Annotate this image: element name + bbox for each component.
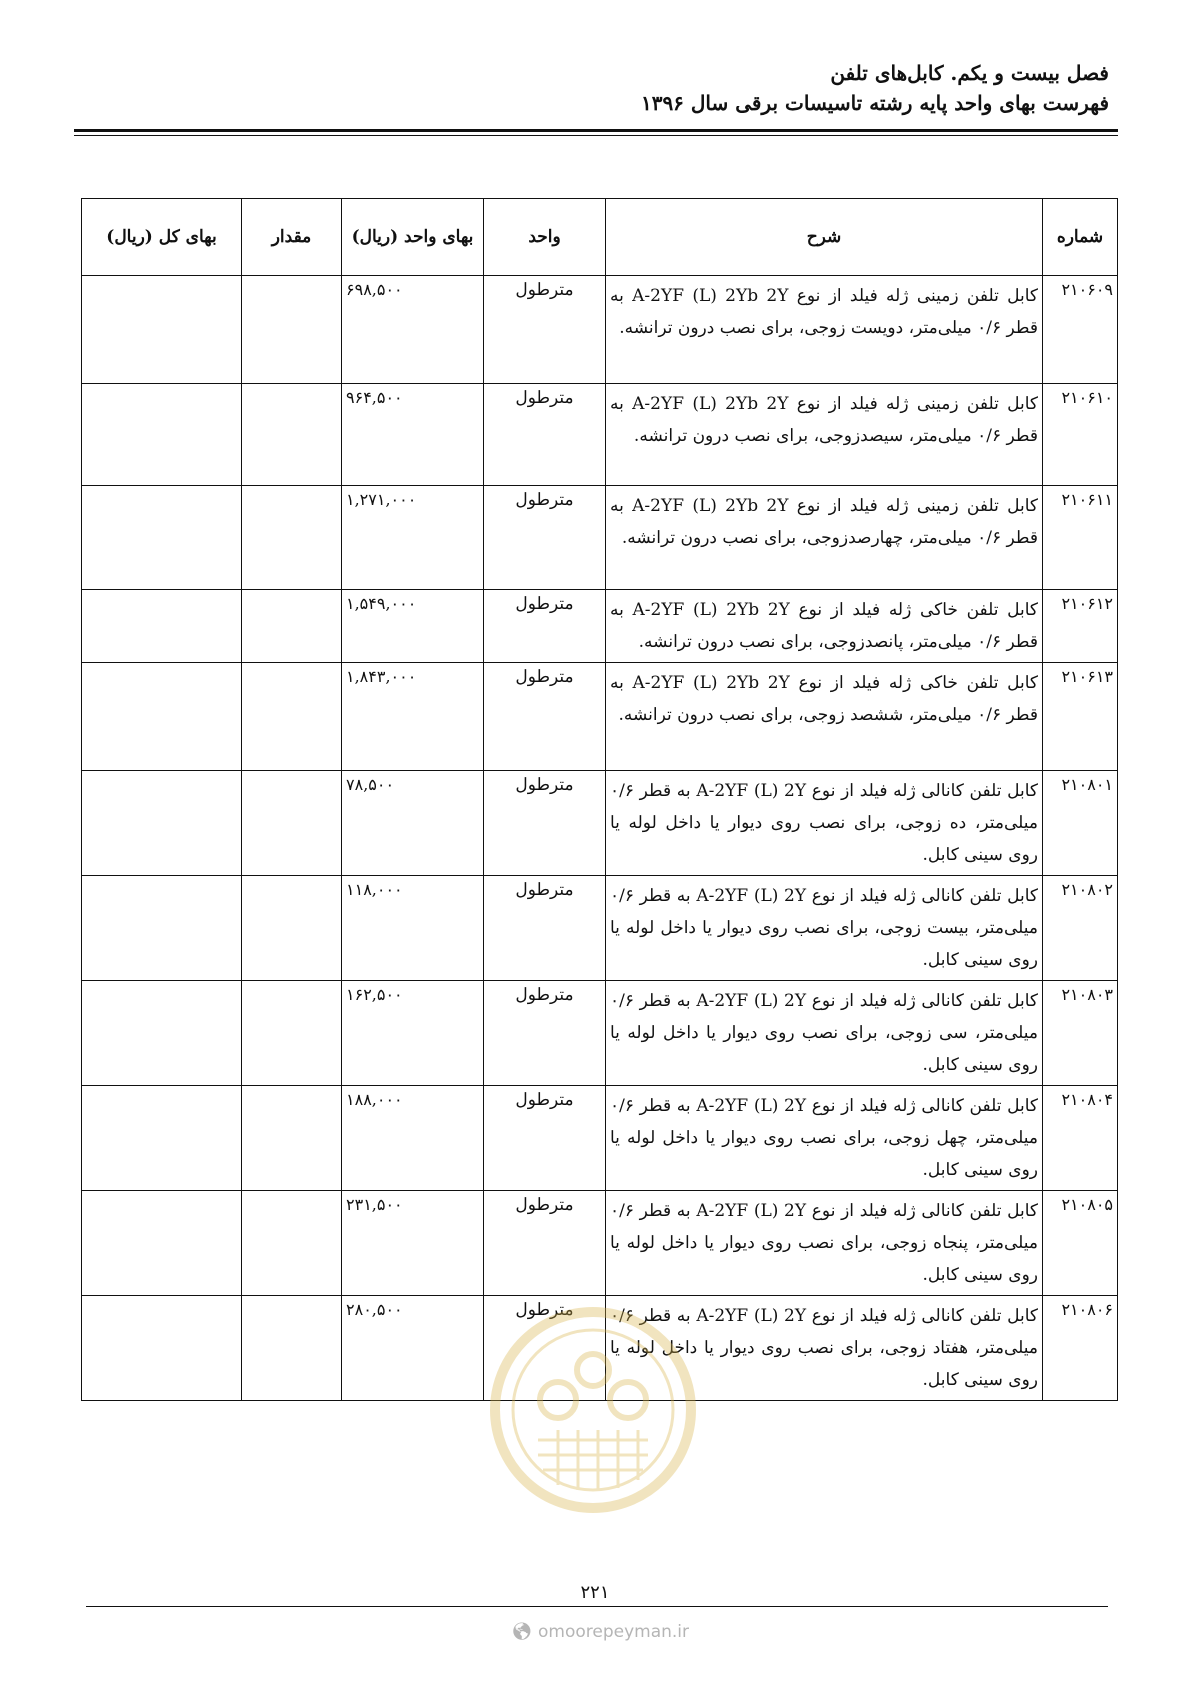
item-quantity <box>242 384 342 486</box>
item-unit: مترطول <box>484 1296 606 1401</box>
table-row <box>82 981 1118 1086</box>
item-quantity <box>242 771 342 876</box>
item-number: ۲۱۰۸۰۱ <box>1043 771 1118 876</box>
table-row <box>82 663 1118 771</box>
item-description: کابل تلفن خاکی ژله فیلد از نوع A-2YF (L) 2Yb 2Y به قطر ۰/۶ میلی‌متر، ششصد زوجی، برای نصب درون ترانشه. <box>606 663 1043 771</box>
item-description: کابل تلفن زمینی ژله فیلد از نوع A-2YF (L) 2Yb 2Y به قطر ۰/۶ میلی‌متر، سیصدزوجی، برای نصب درون ترانشه. <box>606 384 1043 486</box>
item-unit-price: ۱,۲۷۱,۰۰۰ <box>342 486 484 590</box>
item-total-price <box>82 1191 242 1296</box>
item-number: ۲۱۰۸۰۲ <box>1043 876 1118 981</box>
item-number: ۲۱۰۶۱۲ <box>1043 590 1118 663</box>
item-description: کابل تلفن خاکی ژله فیلد از نوع A-2YF (L) 2Yb 2Y به قطر ۰/۶ میلی‌متر، پانصدزوجی، برای نصب درون ترانشه. <box>606 590 1043 663</box>
item-unit-price: ۲۸۰,۵۰۰ <box>342 1296 484 1401</box>
header-rule-thick <box>74 129 1118 132</box>
table-row <box>82 771 1118 876</box>
item-unit: مترطول <box>484 590 606 663</box>
item-total-price <box>82 1086 242 1191</box>
item-quantity <box>242 1191 342 1296</box>
item-unit-price: ۶۹۸,۵۰۰ <box>342 276 484 384</box>
item-unit: مترطول <box>484 276 606 384</box>
item-unit-price: ۹۶۴,۵۰۰ <box>342 384 484 486</box>
item-quantity <box>242 486 342 590</box>
item-unit-price: ۱۸۸,۰۰۰ <box>342 1086 484 1191</box>
item-quantity <box>242 1086 342 1191</box>
footer-rule <box>86 1606 1108 1607</box>
header-quantity: مقدار <box>242 199 342 276</box>
item-total-price <box>82 876 242 981</box>
item-unit-price: ۱۱۸,۰۰۰ <box>342 876 484 981</box>
item-description: کابل تلفن زمینی ژله فیلد از نوع A-2YF (L) 2Yb 2Y به قطر ۰/۶ میلی‌متر، چهارصدزوجی، برای نصب درون ترانشه. <box>606 486 1043 590</box>
item-number: ۲۱۰۸۰۳ <box>1043 981 1118 1086</box>
item-unit-price: ۱۶۲,۵۰۰ <box>342 981 484 1086</box>
header-number: شماره <box>1043 199 1118 276</box>
item-total-price <box>82 276 242 384</box>
item-description: کابل تلفن کانالی ژله فیلد از نوع A-2YF (L) 2Y به قطر ۰/۶ میلی‌متر، پنجاه زوجی، برای نصب روی دیوار یا داخل لوله یا روی سینی کابل. <box>606 1191 1043 1296</box>
item-total-price <box>82 663 242 771</box>
table-row <box>82 486 1118 590</box>
price-table <box>81 198 1118 1401</box>
item-number: ۲۱۰۸۰۴ <box>1043 1086 1118 1191</box>
header-unit-price: بهای واحد (ریال) <box>342 199 484 276</box>
item-quantity <box>242 590 342 663</box>
seal-watermark-icon <box>488 1290 698 1540</box>
header-rule-thin <box>74 135 1118 136</box>
table-row <box>82 1191 1118 1296</box>
item-unit: مترطول <box>484 384 606 486</box>
item-description: کابل تلفن زمینی ژله فیلد از نوع A-2YF (L) 2Yb 2Y به قطر ۰/۶ میلی‌متر، دویست زوجی، برای نصب درون ترانشه. <box>606 276 1043 384</box>
item-unit: مترطول <box>484 876 606 981</box>
item-unit: مترطول <box>484 771 606 876</box>
document-subtitle: فهرست بهای واحد پایه رشته تاسیسات برقی سال ۱۳۹۶ <box>640 91 1109 115</box>
item-unit-price: ۱,۸۴۳,۰۰۰ <box>342 663 484 771</box>
table-row <box>82 384 1118 486</box>
item-quantity <box>242 1296 342 1401</box>
item-number: ۲۱۰۸۰۶ <box>1043 1296 1118 1401</box>
page-header <box>69 58 1109 118</box>
item-number: ۲۱۰۶۰۹ <box>1043 276 1118 384</box>
item-total-price <box>82 1296 242 1401</box>
site-label: omoorepeyman.ir <box>537 1622 690 1642</box>
item-description: کابل تلفن کانالی ژله فیلد از نوع A-2YF (L) 2Y به قطر ۰/۶ میلی‌متر، ده زوجی، برای نصب روی دیوار یا داخل لوله یا روی سینی کابل. <box>606 771 1043 876</box>
item-description: کابل تلفن کانالی ژله فیلد از نوع A-2YF (L) 2Y به قطر ۰/۶ میلی‌متر، بیست زوجی، برای نصب روی دیوار یا داخل لوله یا روی سینی کابل. <box>606 876 1043 981</box>
item-unit: مترطول <box>484 1086 606 1191</box>
item-number: ۲۱۰۶۱۱ <box>1043 486 1118 590</box>
item-description: کابل تلفن کانالی ژله فیلد از نوع A-2YF (L) 2Y به قطر ۰/۶ میلی‌متر، هفتاد زوجی، برای نصب روی دیوار یا داخل لوله یا روی سینی کابل. <box>606 1296 1043 1401</box>
chapter-title: فصل بیست و یکم. کابل‌های تلفن <box>830 61 1109 85</box>
header-unit: واحد <box>484 199 606 276</box>
item-number: ۲۱۰۸۰۵ <box>1043 1191 1118 1296</box>
item-number: ۲۱۰۶۱۰ <box>1043 384 1118 486</box>
item-unit: مترطول <box>484 486 606 590</box>
item-unit-price: ۷۸,۵۰۰ <box>342 771 484 876</box>
item-total-price <box>82 486 242 590</box>
item-unit: مترطول <box>484 1191 606 1296</box>
item-unit-price: ۲۳۱,۵۰۰ <box>342 1191 484 1296</box>
item-total-price <box>82 771 242 876</box>
item-unit-price: ۱,۵۴۹,۰۰۰ <box>342 590 484 663</box>
item-unit: مترطول <box>484 981 606 1086</box>
item-quantity <box>242 876 342 981</box>
table-row <box>82 1086 1118 1191</box>
item-unit: مترطول <box>484 663 606 771</box>
item-quantity <box>242 663 342 771</box>
table-row <box>82 276 1118 384</box>
table-row <box>82 876 1118 981</box>
item-description: کابل تلفن کانالی ژله فیلد از نوع A-2YF (L) 2Y به قطر ۰/۶ میلی‌متر، سی زوجی، برای نصب روی دیوار یا داخل لوله یا روی سینی کابل. <box>606 981 1043 1086</box>
item-number: ۲۱۰۶۱۳ <box>1043 663 1118 771</box>
table-row <box>82 590 1118 663</box>
item-quantity <box>242 276 342 384</box>
header-total-price: بهای کل (ریال) <box>82 199 242 276</box>
item-total-price <box>82 384 242 486</box>
site-watermark: 🌎︎ omoorepeyman.ir <box>510 1622 690 1642</box>
table-header-row <box>82 199 1118 276</box>
item-total-price <box>82 981 242 1086</box>
header-description: شرح <box>606 199 1043 276</box>
item-total-price <box>82 590 242 663</box>
page-number: ۲۲۱ <box>580 1582 610 1603</box>
item-description: کابل تلفن کانالی ژله فیلد از نوع A-2YF (L) 2Y به قطر ۰/۶ میلی‌متر، چهل زوجی، برای نصب روی دیوار یا داخل لوله یا روی سینی کابل. <box>606 1086 1043 1191</box>
item-quantity <box>242 981 342 1086</box>
